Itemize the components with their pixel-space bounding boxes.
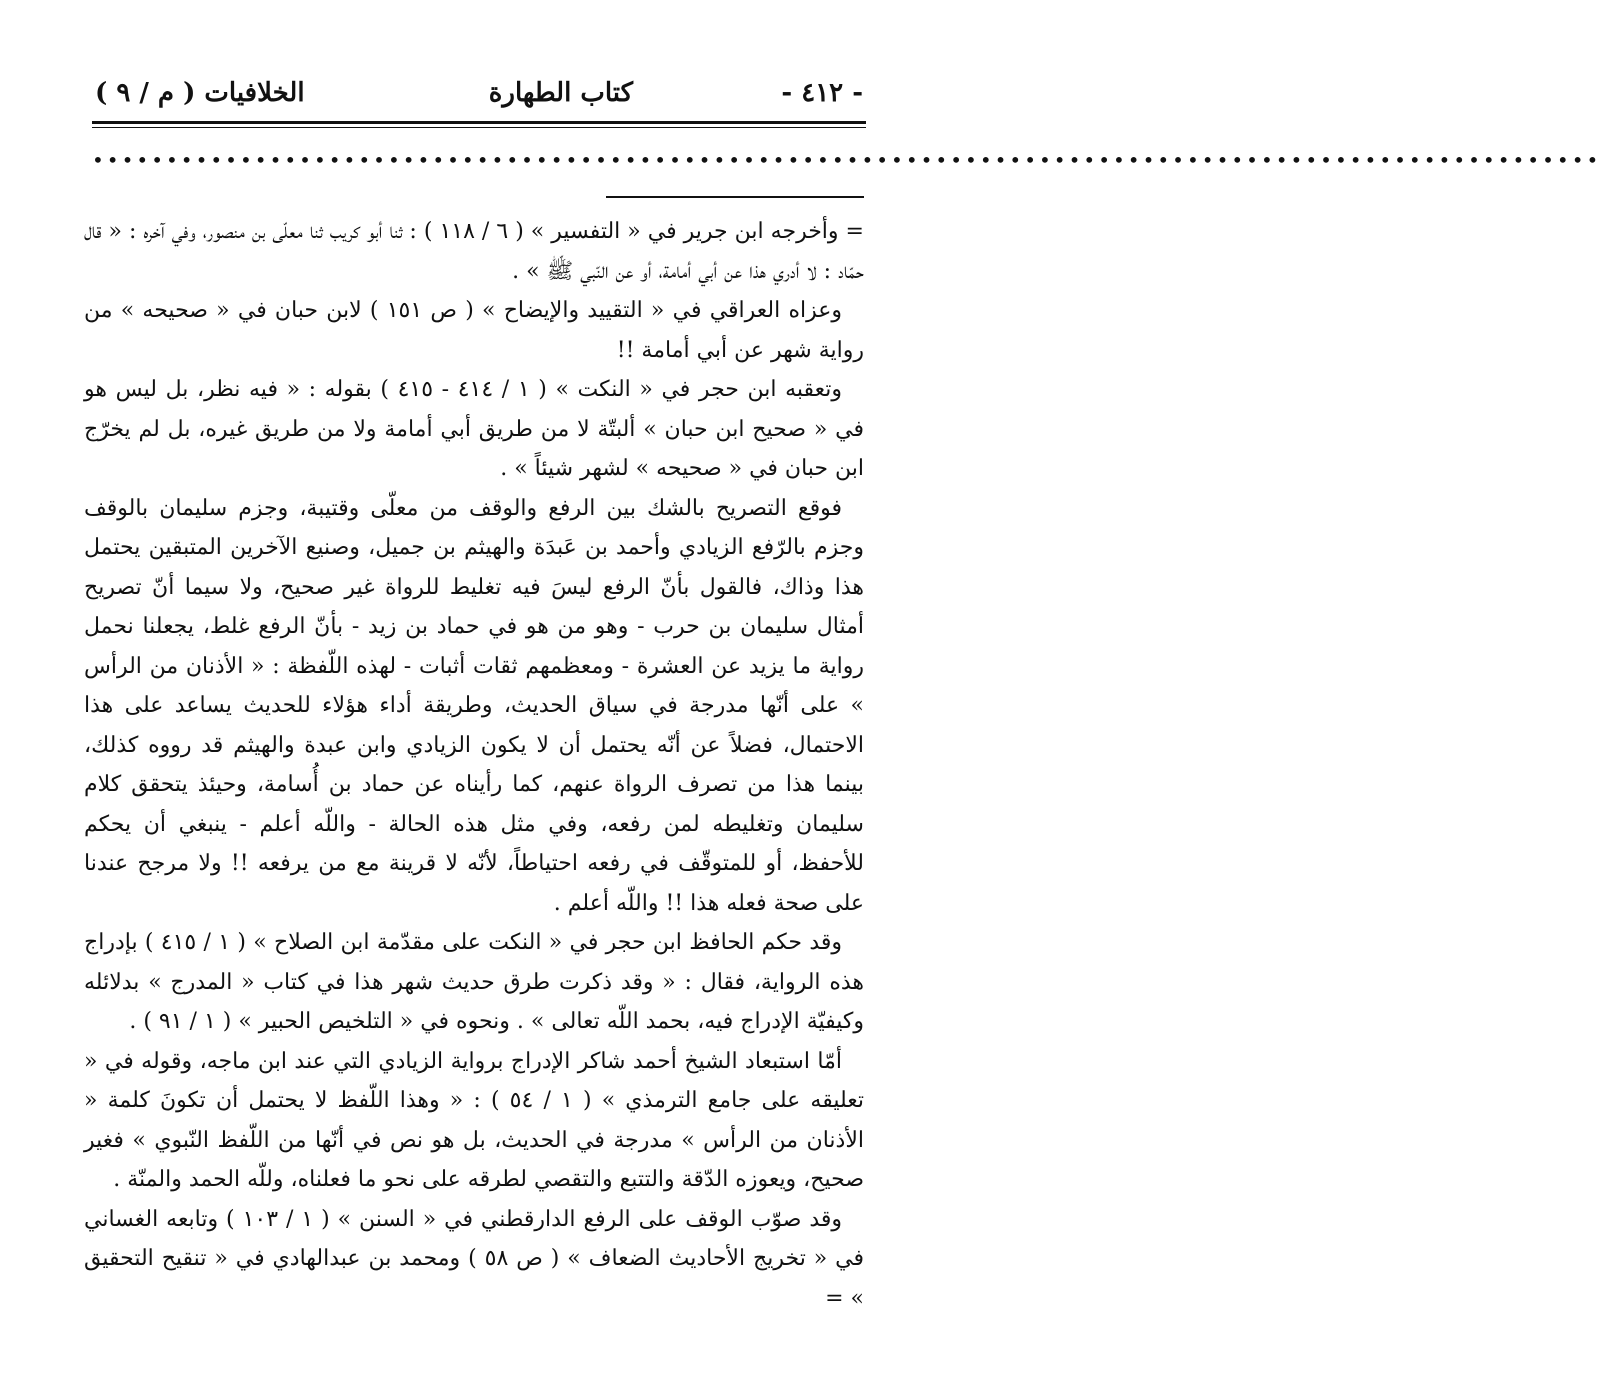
page-number: - ٤١٢ - bbox=[781, 78, 863, 108]
footnote-body bbox=[84, 212, 864, 1318]
paragraph: أمّا استبعاد الشيخ أحمد شاكر الإدراج برواية الزيادي التي عند ابن ماجه، وقوله في « تعليقه على جامع الترمذي » ( ١ / ٥٤ ) : « وهذا اللّفظ لا يحتمل أن تكونَ كلمة « الأذنان من الرأس » مدرجة في الحديث، بل هو نص في أنّها من اللّفظ النّبوي » فغير صحيح، ويعوزه الدّقة والتتبع والتقصي لطرقه على نحو ما فعلناه، وللّه الحمد والمنّة . bbox=[84, 1048, 864, 1192]
book-title: كتاب الطهارة bbox=[488, 78, 633, 108]
dotted-separator: •••••••••••••••••••••••••••••••••••••••••••••••••••••••••••••••••••••••••••••••••••••••••••••••••••••• bbox=[92, 148, 1601, 172]
header-rule-thin bbox=[92, 127, 866, 128]
running-header bbox=[95, 70, 863, 116]
paragraph: = وأخرجه ابن جرير في « التفسير » ( ٦ / ١١٨ ) : ثنا أبو كريب ثنا معلّى بن منصور، وفي آخره : « قال حمّاد : لا أدري هذا عن أبي أمامة، أو عن النّبي ﷺ » . bbox=[84, 219, 864, 284]
paragraph: وقد صوّب الوقف على الرفع الدارقطني في « السنن » ( ١ / ١٠٣ ) وتابعه الغساني في « تخريج الأحاديث الضعاف » ( ص ٥٨ ) ومحمد بن عبدالهادي في « تنقيح التحقيق » = bbox=[84, 1206, 864, 1311]
paragraph: وقد حكم الحافظ ابن حجر في « النكت على مقدّمة ابن الصلاح » ( ١ / ٤١٥ ) بإدراج هذه الرواية، فقال : « وقد ذكرت طرق حديث شهر هذا في كتاب « المدرج » بدلائله وكيفيّة الإدراج فيه، بحمد اللّه تعالى » . ونحوه في « التلخيص الحبير » ( ١ / ٩١ ) . bbox=[84, 930, 864, 1034]
paragraph: وعزاه العراقي في « التقييد والإيضاح » ( ص ١٥١ ) لابن حبان في « صحيحه » من رواية شهر عن أبي أمامة !! bbox=[84, 298, 864, 363]
paragraph: فوقع التصريح بالشك بين الرفع والوقف من معلّى وقتيبة، وجزم سليمان بالوقف وجزم بالرّفع الزيادي وأحمد بن عَبدَة والهيثم بن جميل، وصنيع الآخرين المتبقين يحتمل هذا وذاك، فالقول بأنّ الرفع ليسَ فيه تغليط للرواة غير صحيح، ولا سيما أنّ تصريح أمثال سليمان بن حرب - وهو من هو في حماد بن زيد - بأنّ الرفع غلط، يجعلنا نحمل رواية ما يزيد عن العشرة - ومعظمهم ثقات أثبات - لهذه اللّفظة : « الأذنان من الرأس » على أنّها مدرجة في سياق الحديث، وطريقة أداء هؤلاء للحديث يساعد على هذا الاحتمال، فضلاً عن أنّه يحتمل أن لا يكون الزيادي وابن عبدة والهيثم قد رووه كذلك، بينما هذا من تصرف الرواة عنهم، كما رأيناه عن حماد بن أُسامة، وحيئذ يتحقق كلام سليمان وتغليطه لمن رفعه، وفي مثل هذه الحالة - واللّه أعلم - ينبغي أن يحكم للأحفظ، أو للمتوقّف في رفعه احتياطاً، لأنّه لا قرينة مع من يرفعه !! ولا مرجح عندنا على صحة فعله هذا !! واللّه أعلم . bbox=[84, 495, 864, 916]
chapter-title: الخلافيات ( م / ٩ ) bbox=[95, 78, 305, 108]
footnote-rule bbox=[606, 196, 864, 198]
header-rule-thick bbox=[92, 121, 866, 124]
paragraph: وتعقبه ابن حجر في « النكت » ( ١ / ٤١٤ - ٤١٥ ) بقوله : « فيه نظر، بل ليس هو في « صحيح ابن حبان » ألبتّة لا من طريق أبي أمامة ولا من طريق غيره، بل لم يخرّج ابن حبان في « صحيحه » لشهر شيئاً » . bbox=[84, 377, 864, 481]
